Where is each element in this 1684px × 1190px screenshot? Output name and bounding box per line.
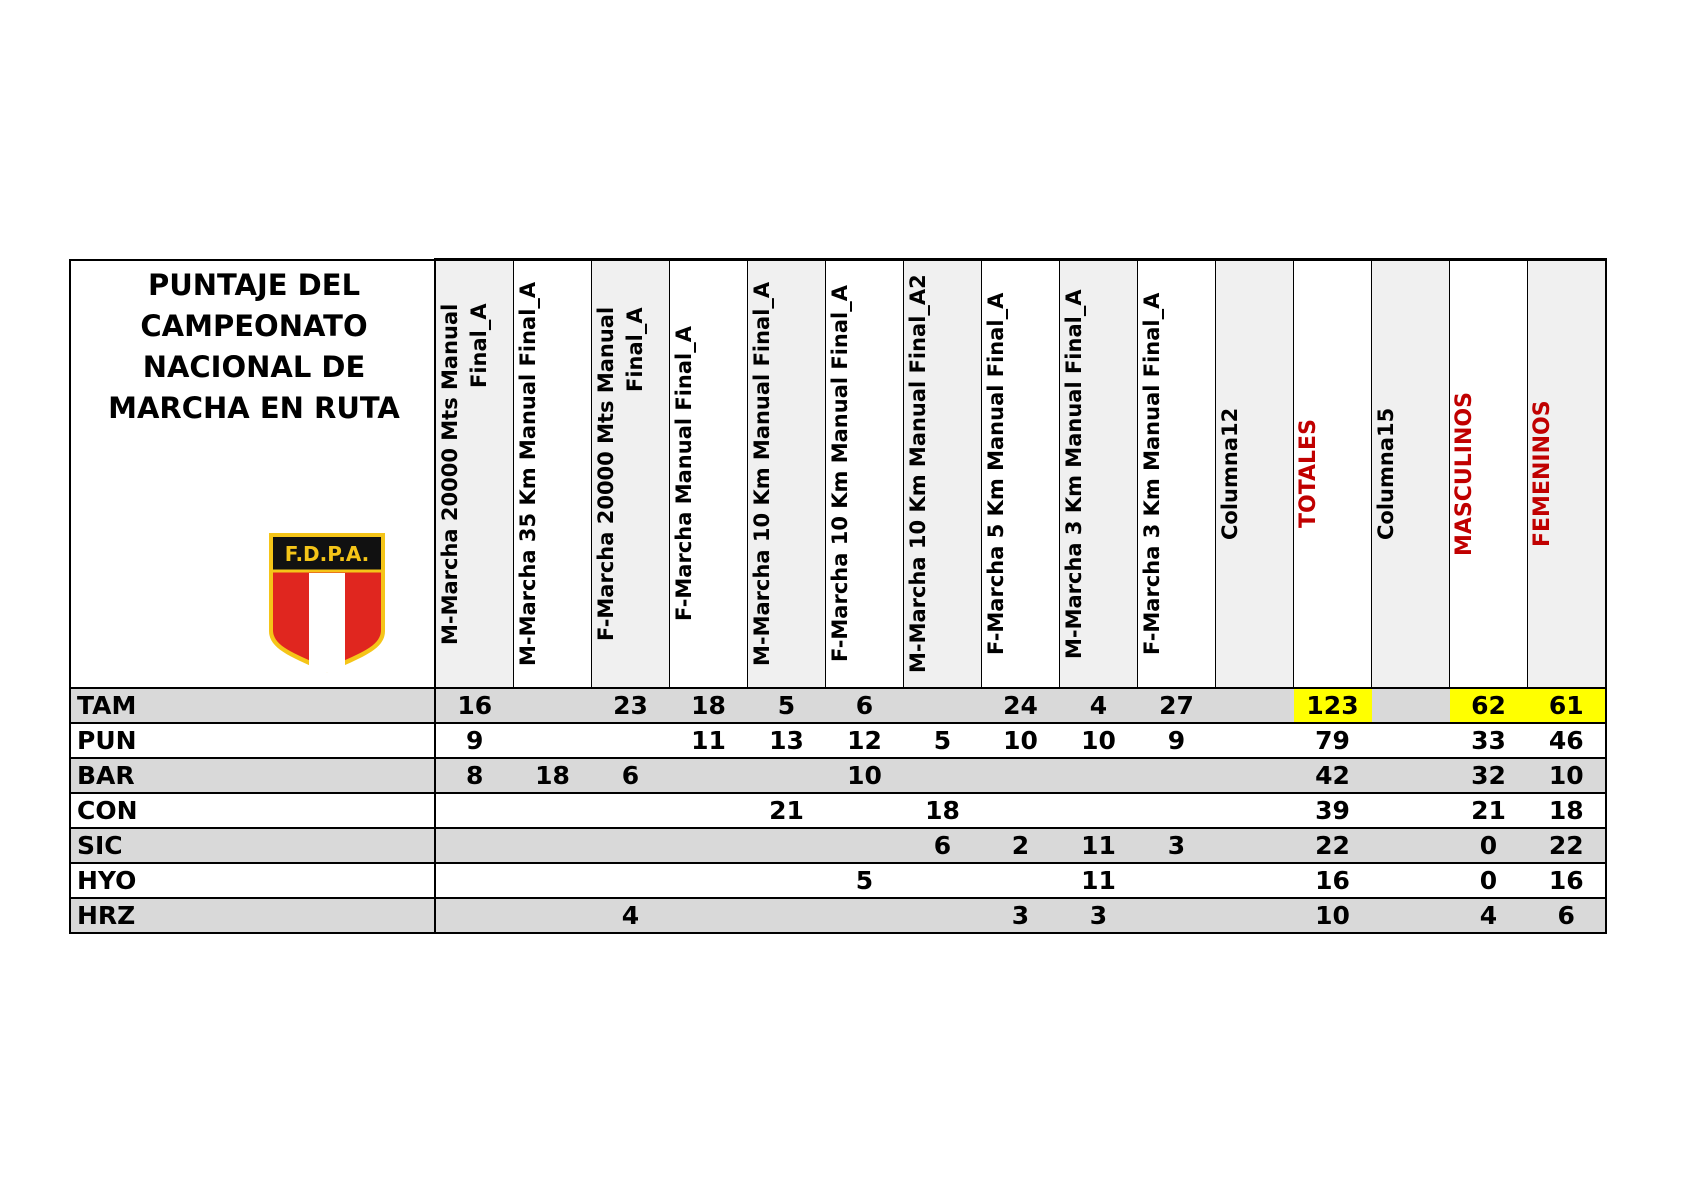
column-header	[1216, 260, 1294, 689]
score-cell: 18	[670, 688, 748, 723]
score-cell: 6	[904, 828, 982, 863]
score-cell	[514, 793, 592, 828]
score-cell: 5	[826, 863, 904, 898]
column-header-label: M-Marcha 35 Km Manual Final_A	[516, 281, 540, 667]
score-cell: 8	[435, 758, 514, 793]
score-cell	[1216, 723, 1294, 758]
score-cell: 3	[1138, 828, 1216, 863]
column-header	[904, 260, 982, 689]
score-cell	[748, 863, 826, 898]
score-cell	[592, 863, 670, 898]
score-cell: 23	[592, 688, 670, 723]
column-header-label: F-Marcha 5 Km Manual Final_A	[984, 292, 1008, 656]
score-cell	[670, 758, 748, 793]
score-cell: 123	[1294, 688, 1372, 723]
score-cell: 0	[1450, 828, 1528, 863]
score-cell	[982, 793, 1060, 828]
score-cell	[1216, 688, 1294, 723]
score-cell	[826, 793, 904, 828]
score-cell: 79	[1294, 723, 1372, 758]
score-cell	[670, 793, 748, 828]
score-cell	[435, 793, 514, 828]
score-cell	[592, 793, 670, 828]
score-cell: 2	[982, 828, 1060, 863]
column-header-label: M-Marcha 20000 Mts Manual Final_A	[438, 303, 491, 645]
team-code: BAR	[70, 758, 435, 793]
score-cell	[435, 863, 514, 898]
score-cell	[1372, 758, 1450, 793]
fdpa-logo	[267, 531, 387, 675]
score-cell: 9	[435, 723, 514, 758]
score-cell	[1216, 898, 1294, 933]
column-header	[748, 260, 826, 689]
page-title: PUNTAJE DEL CAMPEONATO NACIONAL DE MARCHA EN RUTA	[108, 267, 400, 425]
score-cell	[1138, 793, 1216, 828]
score-cell: 16	[1294, 863, 1372, 898]
column-header	[1060, 260, 1138, 689]
score-cell: 6	[592, 758, 670, 793]
score-cell: 32	[1450, 758, 1528, 793]
score-cell	[1216, 863, 1294, 898]
score-cell: 42	[1294, 758, 1372, 793]
score-cell	[1372, 863, 1450, 898]
column-header	[435, 260, 514, 689]
table-row	[70, 688, 1606, 723]
table-row	[70, 863, 1606, 898]
table-row	[70, 723, 1606, 758]
table-row	[70, 828, 1606, 863]
score-cell	[592, 828, 670, 863]
column-header	[1138, 260, 1216, 689]
score-cell	[904, 863, 982, 898]
score-cell: 10	[982, 723, 1060, 758]
column-header	[826, 260, 904, 689]
title-cell	[70, 260, 435, 689]
table-row	[70, 758, 1606, 793]
score-cell	[748, 898, 826, 933]
score-cell	[1372, 898, 1450, 933]
column-header-label: TOTALES	[1296, 419, 1321, 529]
team-code: SIC	[70, 828, 435, 863]
column-header-label: F-Marcha Manual Final_A	[672, 326, 696, 622]
team-code: CON	[70, 793, 435, 828]
score-cell: 5	[748, 688, 826, 723]
score-cell	[1372, 723, 1450, 758]
column-header-label: Columna15	[1374, 407, 1398, 541]
score-cell	[1372, 688, 1450, 723]
score-cell	[1060, 758, 1138, 793]
score-cell: 6	[1528, 898, 1607, 933]
score-cell: 11	[1060, 828, 1138, 863]
score-cell: 10	[826, 758, 904, 793]
score-table	[69, 258, 1607, 934]
column-header	[514, 260, 592, 689]
score-cell	[514, 828, 592, 863]
score-cell	[514, 688, 592, 723]
score-cell: 61	[1528, 688, 1607, 723]
score-cell	[1216, 828, 1294, 863]
score-cell	[1216, 793, 1294, 828]
column-header-label: M-Marcha 10 Km Manual Final_A	[750, 281, 774, 667]
score-cell	[670, 898, 748, 933]
score-cell: 21	[748, 793, 826, 828]
score-cell	[826, 828, 904, 863]
score-cell: 22	[1294, 828, 1372, 863]
column-header	[1450, 260, 1528, 689]
score-cell	[1138, 898, 1216, 933]
score-cell: 5	[904, 723, 982, 758]
score-cell: 24	[982, 688, 1060, 723]
column-header-label: F-Marcha 10 Km Manual Final_A	[828, 285, 852, 663]
score-cell: 10	[1060, 723, 1138, 758]
score-cell	[514, 723, 592, 758]
score-cell: 22	[1528, 828, 1607, 863]
column-header	[982, 260, 1060, 689]
column-header-label: F-Marcha 20000 Mts Manual Final_A	[594, 306, 647, 642]
score-cell	[904, 898, 982, 933]
score-cell	[826, 898, 904, 933]
column-header-label: FEMENINOS	[1530, 400, 1555, 548]
score-cell	[514, 863, 592, 898]
score-cell	[514, 898, 592, 933]
score-cell: 9	[1138, 723, 1216, 758]
table-row	[70, 793, 1606, 828]
score-cell	[1372, 828, 1450, 863]
score-cell: 33	[1450, 723, 1528, 758]
score-cell	[748, 828, 826, 863]
score-cell: 39	[1294, 793, 1372, 828]
logo-text: F.D.P.A.	[284, 541, 370, 566]
team-code: PUN	[70, 723, 435, 758]
score-cell: 12	[826, 723, 904, 758]
score-cell: 10	[1528, 758, 1607, 793]
column-header-label: M-Marcha 3 Km Manual Final_A	[1062, 289, 1086, 659]
score-cell	[435, 828, 514, 863]
score-cell	[904, 758, 982, 793]
column-header	[1294, 260, 1372, 689]
table-row	[70, 898, 1606, 933]
score-cell: 62	[1450, 688, 1528, 723]
column-header	[592, 260, 670, 689]
score-cell	[592, 723, 670, 758]
score-cell: 3	[1060, 898, 1138, 933]
column-header	[670, 260, 748, 689]
team-code: HRZ	[70, 898, 435, 933]
score-cell	[1060, 793, 1138, 828]
score-cell: 3	[982, 898, 1060, 933]
score-cell: 0	[1450, 863, 1528, 898]
team-code: HYO	[70, 863, 435, 898]
score-cell: 21	[1450, 793, 1528, 828]
score-cell	[982, 758, 1060, 793]
team-code: TAM	[70, 688, 435, 723]
column-header-label: F-Marcha 3 Km Manual Final_A	[1140, 292, 1164, 656]
score-cell: 13	[748, 723, 826, 758]
score-cell: 10	[1294, 898, 1372, 933]
column-header	[1528, 260, 1607, 689]
column-header-label: MASCULINOS	[1452, 392, 1477, 556]
score-cell	[748, 758, 826, 793]
column-header-label: M-Marcha 10 Km Manual Final_A2	[906, 274, 930, 674]
shield-white-stripe	[309, 573, 345, 673]
score-cell: 11	[670, 723, 748, 758]
score-cell: 6	[826, 688, 904, 723]
score-cell	[1216, 758, 1294, 793]
score-cell	[435, 898, 514, 933]
score-cell: 4	[1450, 898, 1528, 933]
score-cell: 27	[1138, 688, 1216, 723]
score-cell	[1372, 793, 1450, 828]
score-cell	[1138, 863, 1216, 898]
score-cell	[982, 863, 1060, 898]
score-cell	[670, 828, 748, 863]
column-header-label: Columna12	[1218, 407, 1242, 541]
score-cell	[904, 688, 982, 723]
score-cell: 46	[1528, 723, 1607, 758]
score-cell: 4	[1060, 688, 1138, 723]
header-row	[70, 260, 1606, 689]
score-cell: 16	[435, 688, 514, 723]
score-cell: 18	[514, 758, 592, 793]
table-body	[70, 688, 1606, 933]
score-cell: 16	[1528, 863, 1607, 898]
score-cell	[1138, 758, 1216, 793]
score-cell: 4	[592, 898, 670, 933]
column-header	[1372, 260, 1450, 689]
score-cell: 18	[904, 793, 982, 828]
score-cell	[670, 863, 748, 898]
score-cell: 11	[1060, 863, 1138, 898]
score-cell: 18	[1528, 793, 1607, 828]
